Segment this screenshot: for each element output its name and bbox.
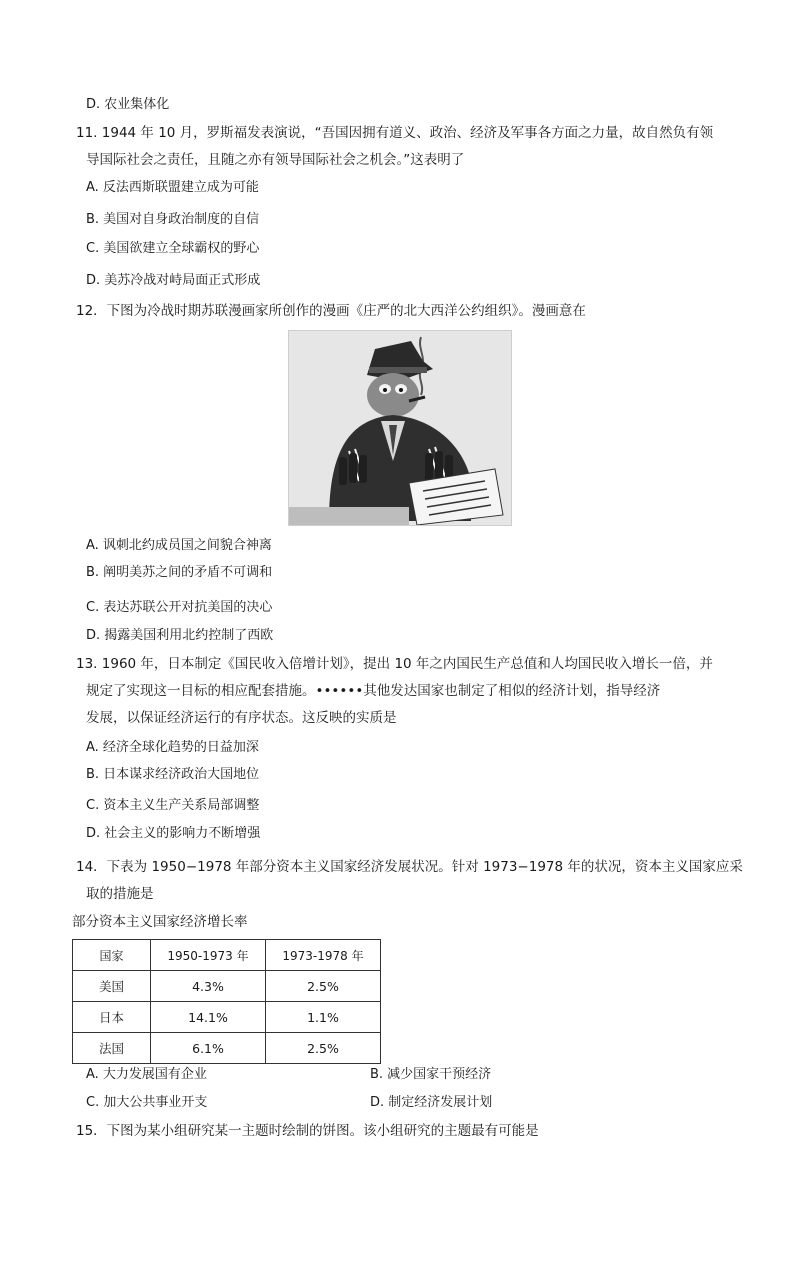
q11-option-c: C. 美国欲建立全球霸权的野心	[86, 241, 260, 256]
table-row	[73, 1002, 381, 1033]
table-cell-value: 6.1%	[151, 1033, 266, 1064]
table-header-row	[73, 940, 381, 971]
q10-option-d: D. 农业集体化	[86, 97, 170, 112]
q11-option-b: B. 美国对自身政治制度的自信	[86, 212, 260, 227]
q13-stem-line2: 规定了实现这一目标的相应配套措施。••••••其他发达国家也制定了相似的经济计划，指导经济	[86, 683, 661, 699]
q11-option-d: D. 美苏冷战对峙局面正式形成	[86, 273, 261, 288]
q12-stem: 12．下图为冷战时期苏联漫画家所创作的漫画《庄严的北大西洋公约组织》。漫画意在	[76, 303, 586, 319]
q13-option-a: A. 经济全球化趋势的日益加深	[86, 740, 259, 755]
q14-table-caption: 部分资本主义国家经济增长率	[72, 914, 248, 930]
q12-option-b: B. 阐明美苏之间的矛盾不可调和	[86, 565, 273, 580]
q11-stem-line2: 导国际社会之责任，且随之亦有领导国际社会之机会。”这表明了	[86, 152, 465, 168]
table-cell-value: 14.1%	[151, 1002, 266, 1033]
q14-stem-line2: 取的措施是	[86, 886, 154, 902]
table-row	[73, 1033, 381, 1064]
q14-option-b: B. 减少国家干预经济	[370, 1067, 492, 1082]
q13-stem-line1: 13. 1960 年，日本制定《国民收入倍增计划》，提出 10 年之内国民生产总值和人均国民收入增长一倍，并	[76, 656, 713, 672]
table-row	[73, 971, 381, 1002]
table-cell-country: 美国	[73, 971, 151, 1002]
q14-stem-line1: 14．下表为 1950−1978 年部分资本主义国家经济发展状况。针对 1973−1978 年的状况，资本主义国家应采	[76, 859, 743, 875]
q14-option-d: D. 制定经济发展计划	[370, 1095, 493, 1110]
q15-stem: 15．下图为某小组研究某一主题时绘制的饼图。该小组研究的主题最有可能是	[76, 1123, 539, 1139]
cartoon-nato-image	[288, 330, 512, 526]
table-cell-value: 2.5%	[266, 1033, 381, 1064]
table-cell-value: 4.3%	[151, 971, 266, 1002]
table-header-period2: 1973-1978 年	[266, 940, 381, 971]
table-header-country: 国家	[73, 940, 151, 971]
q13-option-d: D. 社会主义的影响力不断增强	[86, 826, 261, 841]
q11-stem-line1: 11. 1944 年 10 月，罗斯福发表演说，“吾国因拥有道义、政治、经济及军事各方面之力量，故自然负有领	[76, 125, 714, 141]
table-header-period1: 1950-1973 年	[151, 940, 266, 971]
table-cell-value: 2.5%	[266, 971, 381, 1002]
q14-option-c: C. 加大公共事业开支	[86, 1095, 208, 1110]
q13-option-c: C. 资本主义生产关系局部调整	[86, 798, 260, 813]
table-cell-country: 法国	[73, 1033, 151, 1064]
q12-option-c: C. 表达苏联公开对抗美国的决心	[86, 600, 273, 615]
growth-rate-table	[72, 939, 381, 1064]
q11-option-a: A. 反法西斯联盟建立成为可能	[86, 180, 259, 195]
q13-option-b: B. 日本谋求经济政治大国地位	[86, 767, 260, 782]
q12-option-d: D. 揭露美国利用北约控制了西欧	[86, 628, 274, 643]
cartoon-drawing	[289, 331, 511, 525]
q14-option-a: A. 大力发展国有企业	[86, 1067, 207, 1082]
q13-stem-line3: 发展，以保证经济运行的有序状态。这反映的实质是	[86, 710, 397, 726]
table-cell-value: 1.1%	[266, 1002, 381, 1033]
table-cell-country: 日本	[73, 1002, 151, 1033]
q12-option-a: A. 讽刺北约成员国之间貌合神离	[86, 538, 272, 553]
